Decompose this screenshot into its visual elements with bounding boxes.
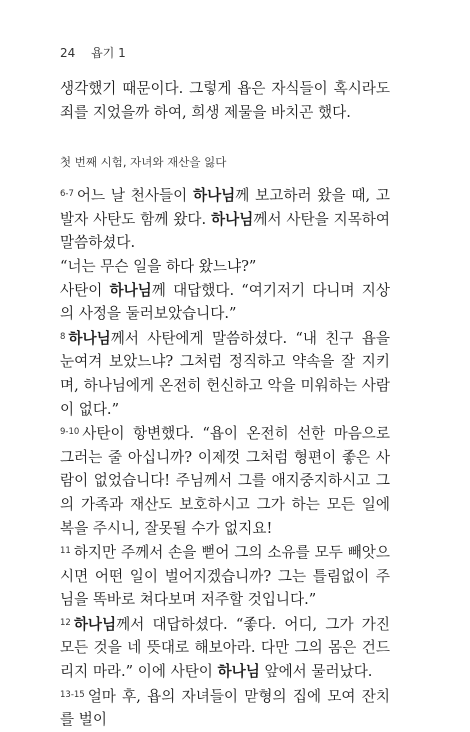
- verse-number: 8: [60, 331, 66, 342]
- verse-11: $^{11}$ 하지만 주께서 손을 뻗어 그의 소유를 모두 빼앗으시면 어떤 일이 벌어지겠습니까? 그는 틀림없이 주님을 똑바로 쳐다보며 저주할 것입니다.”: [60, 544, 390, 609]
- verse-number: 9-10: [60, 427, 80, 438]
- section-title: 첫 번째 시험, 자녀와 재산을 잃다: [60, 155, 227, 170]
- verse-number: 12: [60, 617, 71, 628]
- verse-6-7: $^{6-7}$ 어느 날 천사들이 하나님께 보고하러 왔을 때, 고발자 사탄도 함께 왔다. 하나님께서 사탄을 지목하여 말씀하셨다.: [60, 187, 390, 252]
- page-number: 24: [60, 46, 76, 60]
- verse-8: $^8$ 하나님께서 사탄에게 말씀하셨다. “내 친구 욥을 눈여겨 보았느냐? 그처럼 정직하고 약속을 잘 지키며, 하나님에게 온전히 헌신하고 악을 미워하는 사람이 없다.”: [60, 329, 390, 418]
- verse-12: $^{12}$ 하나님께서 대답하셨다. “좋다. 어디, 그가 가진 모든 것을 네 뜻대로 해보아라. 다만 그의 몸은 건드리지 마라.” 이에 사탄이 하나님 앞에서 물러났다.: [60, 615, 390, 681]
- verse-number: 11: [60, 546, 71, 557]
- verse-9-10: $^{9-10}$ 사탄이 항변했다. “욥이 온전히 선한 마음으로 그러는 줄 아십니까? 이제껏 그처럼 형편이 좋은 사람이 없었습니다! 주님께서 그를 애지중지하시고 그의 가족과 재산도 보호하시고 그가 하는 모든 일에 복을 주시니, 잘못될 수가 없지요!: [60, 425, 390, 537]
- book-title: 욥기 1: [91, 46, 126, 60]
- running-header: [60, 44, 126, 61]
- body-text: [60, 77, 390, 732]
- intro-paragraph: 생각했기 때문이다. 그렇게 욥은 자식들이 혹시라도 죄를 지었을까 하여, 희생 제물을 바치곤 했다.: [60, 80, 390, 121]
- verse-number: 6-7: [60, 189, 74, 200]
- verse-6-7-quote: “너는 무슨 일을 하다 왔느냐?”: [60, 257, 257, 275]
- verse-13-15: $^{13-15}$ 얼마 후, 욥의 자녀들이 맏형의 집에 모여 잔치를 벌이: [60, 687, 390, 729]
- verse-6-7-reply: 사탄이 하나님께 대답했다. “여기저기 다니며 지상의 사정을 둘러보았습니다.”: [60, 281, 390, 323]
- verse-number: 13-15: [60, 689, 85, 700]
